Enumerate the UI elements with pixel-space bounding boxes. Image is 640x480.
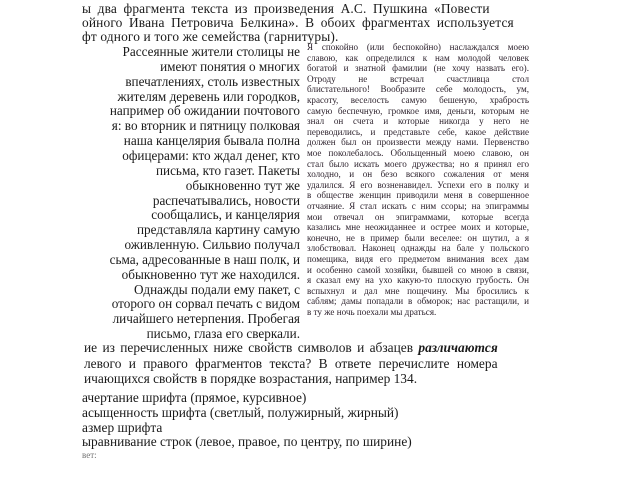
answer-option: ачертание шрифта (прямое, курсивное) bbox=[82, 390, 307, 405]
right-fragment-line: стал было искать моего дружества; но я принял его bbox=[307, 158, 529, 169]
left-fragment-line: письмо, глаза его сверкали. bbox=[146, 326, 300, 342]
intro-line: ы два фрагмента текста из произведения А.С. Пушкина «Повести bbox=[82, 1, 490, 16]
right-fragment-line: самую беспечную, громкое имя, деньги, которым не bbox=[307, 105, 529, 116]
right-fragment-line: должен был он произвести между нами. Первенство bbox=[307, 137, 529, 148]
left-fragment-line: личайшего нетерпения. Пробегая bbox=[112, 311, 300, 327]
right-fragment-line: знал он счета и которые никогда у него не bbox=[307, 116, 529, 127]
right-fragment-line: саблям; дамы попадали в обморок; нас растащили, и bbox=[307, 296, 529, 307]
left-fragment-line: распечатывались, новости bbox=[152, 192, 300, 208]
right-fragment-line: переводились, и представьте себе, какое действие bbox=[307, 126, 529, 137]
right-fragment-line: Отроду не встречал счастливца стол bbox=[307, 73, 529, 84]
right-fragment-line: помещика, видя его предметом внимания всех дам bbox=[307, 254, 529, 264]
intro-line: фт одного и того же семейства (гарнитуры). bbox=[82, 29, 339, 44]
answer-option: асыщенность шрифта (светлый, полужирный, жирный) bbox=[82, 405, 399, 420]
right-fragment-line: блистательного! Вообразите себе молодость, ум, bbox=[307, 84, 529, 95]
intro-line: ойного Ивана Петровича Белкина». В обоих фрагментах используется bbox=[82, 15, 514, 30]
right-fragment-line: мои отвечал он эпиграммами, которые всегда bbox=[307, 211, 529, 222]
question-emphasis: различаются bbox=[418, 340, 498, 355]
right-fragment-line: богатой и знатной фамилии (не хочу назвать его). bbox=[307, 63, 529, 74]
right-fragment-line: я сказал ему на ухо какую-то плоскую грубость. Он bbox=[307, 275, 529, 286]
right-fragment-line: конечно, не в пример были веселее: он шутил, а я bbox=[307, 232, 529, 243]
left-fragment-line: представляла картину самую bbox=[136, 222, 300, 238]
left-fragment-line: письма, кто газет. Пакеты bbox=[155, 162, 300, 178]
answer-label-fragment: вет: bbox=[82, 450, 97, 460]
right-fragment-line: славою, как определился к нам молодой человек bbox=[307, 52, 529, 63]
left-fragment-line: жителям деревень или городков, bbox=[117, 88, 300, 104]
right-fragment-line: Я спокойно (или беспокойно) наслаждался моею bbox=[307, 42, 529, 52]
right-fragment-line: казались мне неожиданнее и острее моих и которые, bbox=[307, 222, 529, 233]
question-line bbox=[84, 340, 498, 356]
right-fragment-line: мое поколебалось. Обольщенный моею славою, он bbox=[307, 148, 529, 158]
left-fragment-line: наша канцелярия бывала полна bbox=[123, 133, 300, 149]
right-fragment-line: холодно, и он безо всякого сожаления от меня bbox=[307, 169, 529, 180]
left-fragment-line: впечатлениях, столь известных bbox=[125, 73, 300, 89]
right-fragment-line: удалился. Я его возненавидел. Успехи его в полку и bbox=[307, 179, 529, 190]
question-text: ие из перечисленных ниже свойств символов и абзацев bbox=[84, 340, 419, 355]
answer-option: азмер шрифта bbox=[82, 420, 163, 435]
left-fragment-line: обыкновенно тут же находился. bbox=[121, 266, 300, 282]
left-fragment-line: оторого он сорвал печать с видом bbox=[111, 296, 300, 312]
right-fragment-line: в обществе женщин приводили меня в совершенное bbox=[307, 190, 529, 201]
left-fragment-line: имеют понятия о многих bbox=[160, 58, 300, 74]
answer-option: ыравнивание строк (левое, правое, по центру, по ширине) bbox=[82, 434, 412, 449]
left-fragment-line: Рассеянные жители столицы не bbox=[122, 44, 300, 59]
right-fragment-line: вспыхнул и дал мне пощечину. Мы бросились к bbox=[307, 285, 529, 296]
left-fragment-line: сообщались, и канцелярия bbox=[151, 207, 300, 223]
left-fragment-line: например об ожидании почтового bbox=[109, 103, 300, 119]
right-fragment-line: отчаяние. Я стал искать с ним ссоры; на эпиграммы bbox=[307, 201, 529, 211]
left-fragment-line: я: во вторник и пятницу полковая bbox=[111, 118, 300, 134]
left-fragment-line: сьма, адресованные в наш полк, и bbox=[109, 251, 300, 267]
right-fragment-line: красоту, веселость самую бешеную, храбрость bbox=[307, 95, 529, 105]
left-fragment-line: Однажды подали ему пакет, с bbox=[134, 281, 300, 297]
right-fragment-line: злобствовал. Наконец однажды на бале у польского bbox=[307, 243, 529, 254]
right-fragment-line: в ту же ночь поехали мы драться. bbox=[307, 307, 437, 317]
left-fragment-line: офицерами: кто ждал денег, кто bbox=[122, 147, 300, 163]
right-fragment-line: и особенно самой хозяйки, бывшей со мною в связи, bbox=[307, 264, 529, 275]
left-fragment-line: оживленную. Сильвио получал bbox=[124, 237, 300, 253]
question-line: левого и правого фрагментов текста? В ответе перечислите номера bbox=[84, 356, 498, 371]
question-line: ичающихся свойств в порядке возрастания, например 134. bbox=[84, 371, 418, 386]
left-fragment-line: обыкновенно тут же bbox=[185, 177, 300, 193]
